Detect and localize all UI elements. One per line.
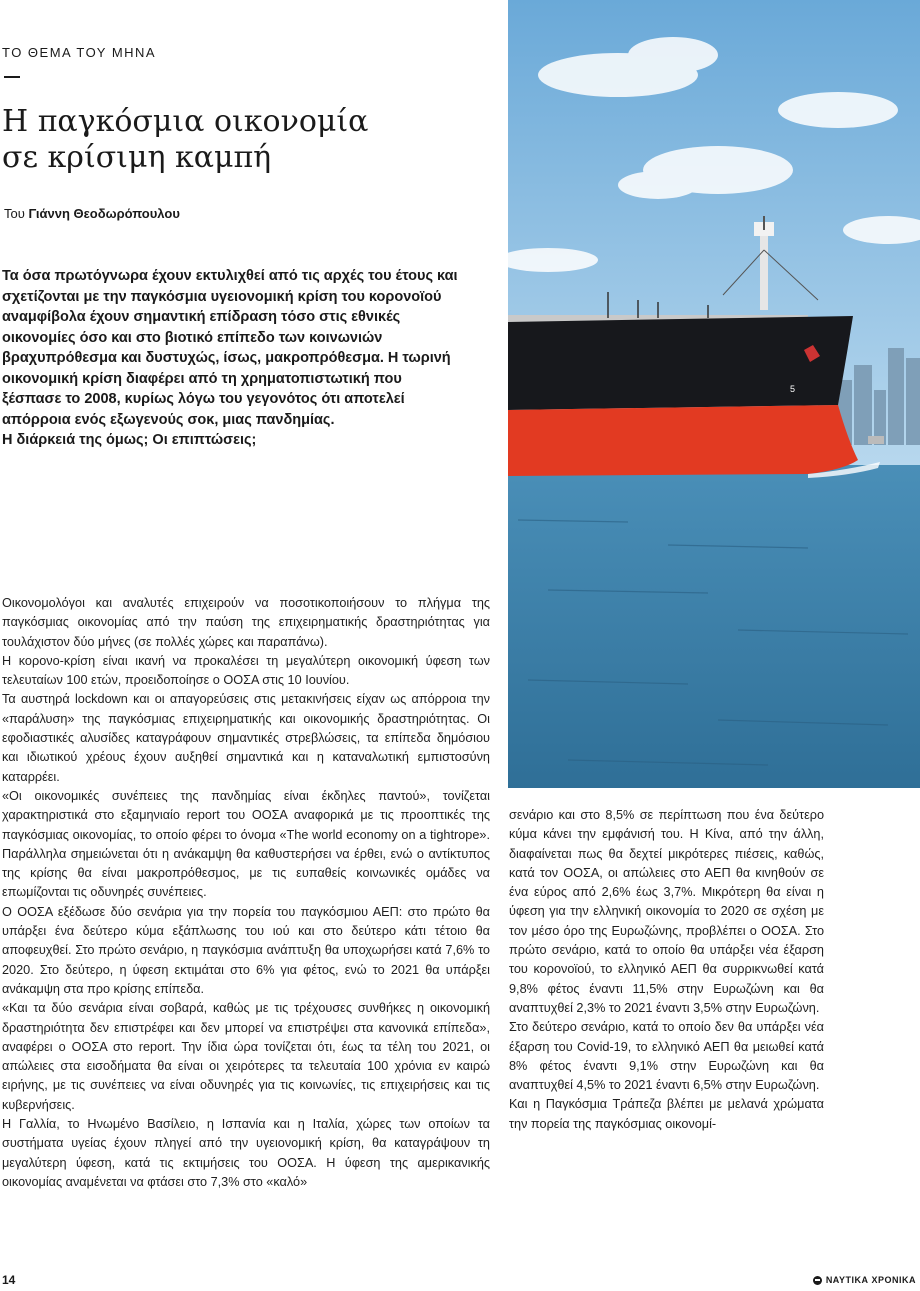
author-name: Γιάννη Θεοδωρόπουλου bbox=[28, 206, 180, 221]
body-paragraph: σενάριο και στο 8,5% σε περίπτωση που ένα δεύτερο κύμα κάνει την εμφάνισή του. Η Κίνα, από την άλλη, διαφαίνεται πως θα δεχτεί μικρότερες πιέσεις, καθώς, κατά τον ΟΟΣΑ, οι απώλειες στο ΑΕΠ θα κινηθούν σε ένα εύρος από 2,6% έως 3,7%. Μικρότερη θα είναι η ύφεση για την ελληνική οικονομία το 2020 σε σχέση με τον μέσο όρο της Ευρωζώνης, προβλέπει ο ΟΟΣΑ. Στο πρώτο σενάριο, κατά το οποίο θα υπάρξει νέα έξαρση του κορονοϊού, το ελληνικό ΑΕΠ θα συρρικνωθεί κατά 9,8% φέτος έναντι 11,5% στην Ευρωζώνη και θα αναπτυχθεί 2,3% το 2021 έναντι 3,5% στην Ευρωζώνη. bbox=[509, 808, 824, 1015]
section-label: ΤΟ ΘΕΜΑ ΤΟΥ ΜΗΝΑ bbox=[2, 45, 157, 60]
byline-prefix: Του bbox=[4, 206, 25, 221]
section-divider bbox=[4, 76, 20, 78]
article-title-line-1: Η παγκόσμια οικονομία bbox=[2, 104, 369, 139]
footer-brand bbox=[813, 1275, 916, 1285]
sea bbox=[508, 465, 920, 788]
body-paragraph: «Οι οικονομικές συνέπειες της πανδημίας είναι έκδηλες παντού», τονίζεται χαρακτηριστικά στο εξαμηνιαίο report του ΟΟΣΑ αναφορικά με τις προοπτικές της παγκόσμιας οικονομίας, το οποίο φέρει το όνομα «The world economy on a tightrope». Παράλληλα σημειώνεται ότι η ανάκαμψη θα καθυστερήσει να έρθει, ενώ ο αντίκτυπος της κρίσης θα είναι μακροπρόθεσμος, με τις ευπαθείς κοινωνικές ομάδες να επωμίζονται τις οδυνηρές συνέπειες. bbox=[2, 788, 490, 900]
article-title-line-2: σε κρίσιμη καμπή bbox=[2, 140, 272, 175]
brand-name: ΝΑΥΤΙΚΑ ΧΡΟΝΙΚΑ bbox=[825, 1275, 916, 1285]
lead-paragraph: Η διάρκειά της όμως; Οι επιπτώσεις; bbox=[2, 432, 257, 448]
body-paragraph: «Και τα δύο σενάρια είναι σοβαρά, καθώς με τις τρέχουσες συνθήκες η οικονομική δραστηριότητα δεν επιστρέφει και δεν μπορεί να επιστρέψει στα κανονικά επίπεδα», αναφέρει ο ΟΟΣΑ στο report. Την ίδια ώρα τονίζεται ότι, έως τα τέλη του 2021, οι απώλειες στα εισοδήματα θα είναι οι χειρότερες τα τελευταία 100 χρόνια εν καιρώ ειρήνης, με τις συνέπειες να είναι οδυνηρές για τις κοινωνίες, τις επιχειρήσεις και τις κυβερνήσεις. bbox=[2, 1001, 490, 1112]
body-paragraph: Οικονομολόγοι και αναλυτές επιχειρούν να ποσοτικοποιήσουν το πλήγμα της παγκόσμιας οικονομίας από την παύση της επιχειρηματικής δραστηριότητας για τουλάχιστον δύο μήνες (σε πολλές χώρες και παραπάνω). bbox=[2, 596, 490, 649]
article-body-column-left bbox=[2, 594, 490, 1192]
article-lead bbox=[2, 266, 464, 451]
distant-boat bbox=[868, 436, 884, 444]
ship-photo bbox=[508, 0, 920, 788]
byline bbox=[4, 206, 180, 221]
body-paragraph: Στο δεύτερο σενάριο, κατά το οποίο δεν θα υπάρξει νέα έξαρση του Covid-19, το ελληνικό ΑΕΠ θα μειωθεί κατά 8% φέτος έναντι 9,1% στην Ευρωζώνη και θα αναπτυχθεί 4,5% το 2021 έναντι 6,5% στην Ευρωζώνη. bbox=[509, 1020, 824, 1093]
body-paragraph: Η κορονο-κρίση είναι ικανή να προκαλέσει τη μεγαλύτερη οικονομική ύφεση των τελευταίων 100 ετών, προειδοποίησε ο ΟΟΣΑ στις 10 Ιουνίου. bbox=[2, 653, 490, 688]
body-paragraph: Τα αυστηρά lockdown και οι απαγορεύσεις στις μετακινήσεις είχαν ως απόρροια την «παράλυση» της παγκόσμιας επιχειρηματικής και οικονομικής δραστηριότητας. Οι εφοδιαστικές αλυσίδες καταγράφουν σημαντικές στρεβλώσεις, τα επίπεδα δημόσιου και ιδιωτικού χρέους έχουν αυξηθεί σημαντικά και η καταναλωτική εμπιστοσύνη καταρρέει. bbox=[2, 692, 490, 784]
body-paragraph: Και η Παγκόσμια Τράπεζα βλέπει με μελανά χρώματα την πορεία της παγκόσμιας οικονομί- bbox=[509, 1097, 824, 1131]
article-title bbox=[2, 104, 472, 176]
svg-text:5: 5 bbox=[790, 384, 796, 394]
body-paragraph: Η Γαλλία, το Ηνωμένο Βασίλειο, η Ισπανία και η Ιταλία, χώρες των οποίων τα συστήματα υγείας έχουν πληγεί από την υγειονομική κρίση, θα καταγράψουν τη μεγαλύτερη ύφεση, κατά τις εκτιμήσεις του ΟΟΣΑ. Η ύφεση της αμερικανικής οικονομίας αναμένεται να φτάσει στο 7,3% στο «καλό» bbox=[2, 1117, 490, 1189]
ship-photo-illustration bbox=[508, 0, 920, 788]
lead-paragraph: Τα όσα πρωτόγνωρα έχουν εκτυλιχθεί από τις αρχές του έτους και σχετίζονται με την παγκόσμια υγειονομική κρίση του κορονοϊού αναμφίβολα έχουν σημαντική επίδραση τόσο στις εθνικές οικονομίες όσο και στο βιοτικό επίπεδο των κοινωνιών βραχυπρόθεσμα και δυστυχώς, ίσως, μακροπρόθεσμα. Η τωρινή οικονομική κρίση διαφέρει από τη χρηματοπιστωτική που ξέσπασε το 2008, κυρίως λόγω του γεγονότος ότι αποτελεί απόρροια ενός εξωγενούς σοκ, μιας πανδημίας. bbox=[2, 268, 458, 428]
body-paragraph: Ο ΟΟΣΑ εξέδωσε δύο σενάρια για την πορεία του παγκόσμιου ΑΕΠ: στο πρώτο θα υπάρξει ένα δεύτερο κύμα εξάπλωσης του ιού και στο δεύτερο κάτι τέτοιο θα αποφευχθεί. Στο πρώτο σενάριο, η παγκόσμια ανάπτυξη θα υποχωρήσει κατά 7,6% το 2020. Στο δεύτερο, η ύφεση εκτιμάται στο 6% για φέτος, ενώ το 2021 θα υπάρξει ανάκαμψη στα προ κρίσης επίπεδα. bbox=[2, 904, 490, 996]
article-body-column-right bbox=[509, 806, 824, 1134]
brand-logo-icon bbox=[813, 1276, 822, 1285]
page-number: 14 bbox=[2, 1273, 16, 1287]
